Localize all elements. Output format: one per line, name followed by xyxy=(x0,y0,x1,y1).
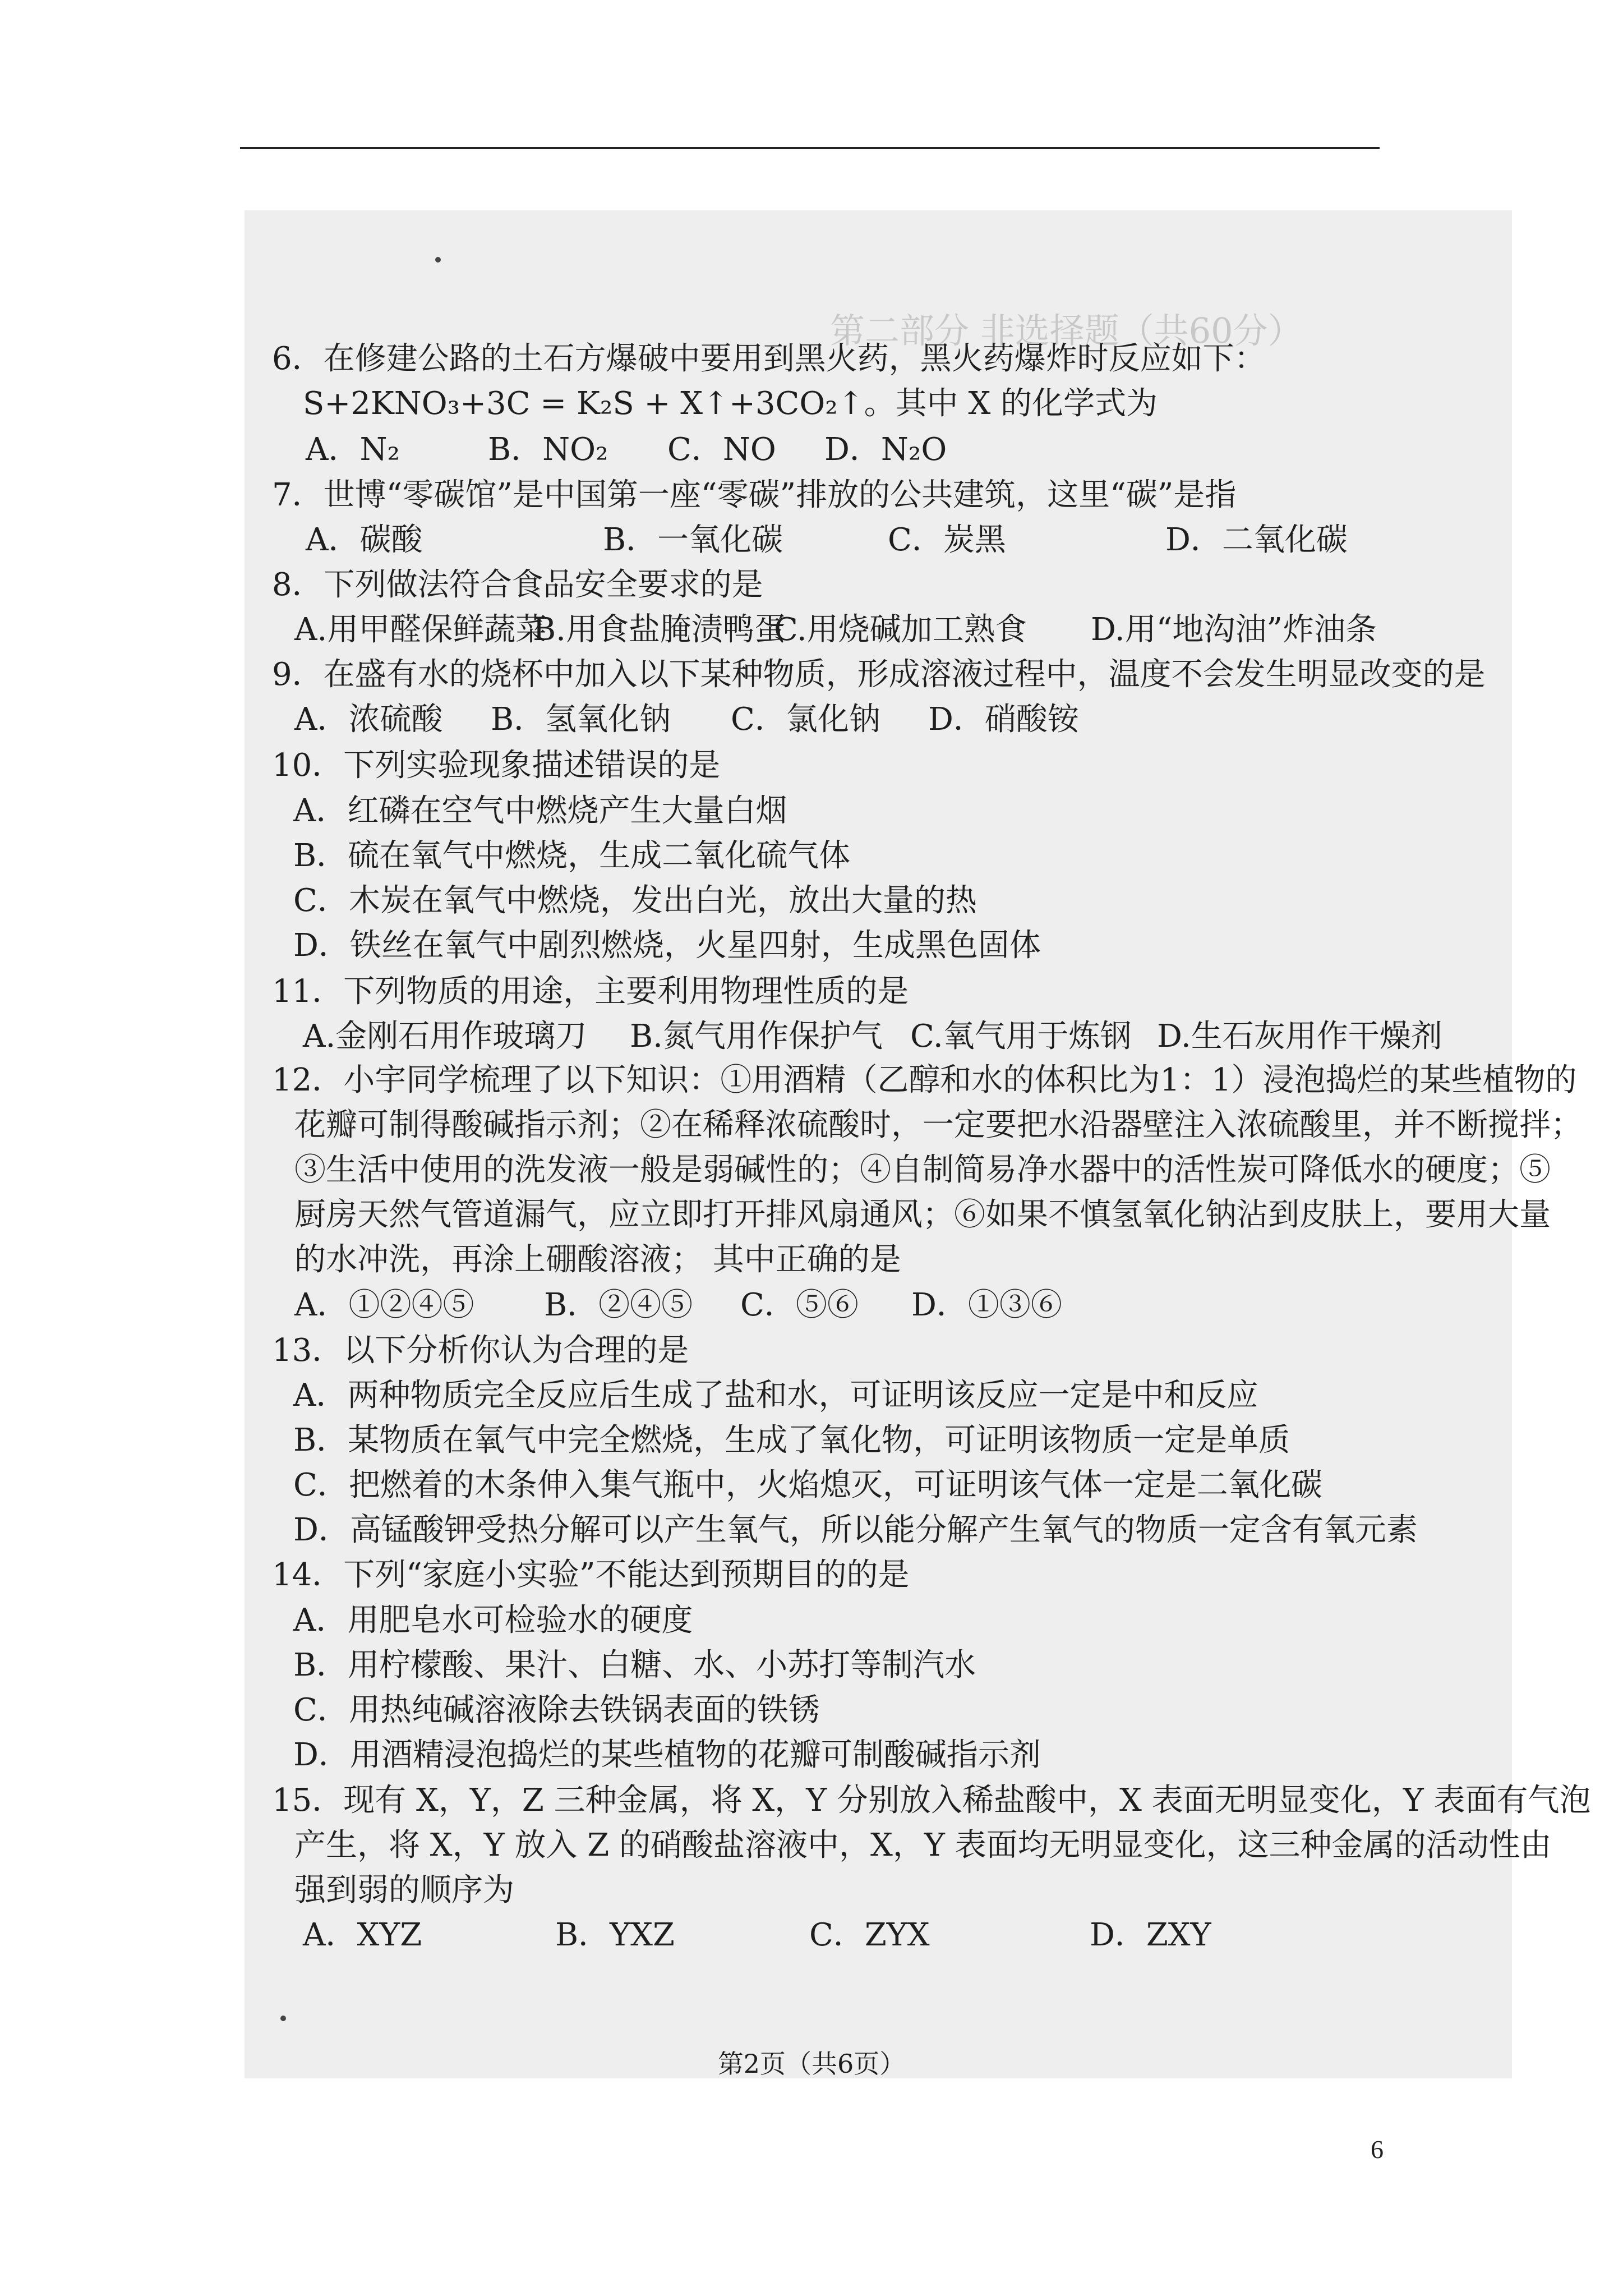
question-stem: 8．下列做法符合食品安全要求的是 xyxy=(272,567,763,603)
question-line: D．用酒精浸泡捣烂的某些植物的花瓣可制酸碱指示剂 xyxy=(293,1737,1041,1773)
exam-page-label: 第2页（共6页） xyxy=(717,2049,906,2079)
option-b: B．NO₂ xyxy=(488,431,608,468)
question-line: 产生，将 X，Y 放入 Z 的硝酸盐溶液中，X，Y 表面均无明显变化，这三种金属的活动性由 xyxy=(294,1827,1552,1864)
option-c: C.氧气用于炼钢 xyxy=(910,1018,1132,1055)
question-line: B．硫在氧气中燃烧，生成二氧化硫气体 xyxy=(293,838,851,874)
question-stem: 6．在修建公路的土石方爆破中要用到黑火药，黑火药爆炸时反应如下： xyxy=(272,341,1266,377)
question-line: A．两种物质完全反应后生成了盐和水，可证明该反应一定是中和反应 xyxy=(293,1377,1258,1414)
question-line: S+2KNO₃+3C = K₂S + X↑+3CO₂↑。其中 X 的化学式为 xyxy=(303,385,1158,422)
question-line: C．木炭在氧气中燃烧，发出白光，放出大量的热 xyxy=(293,882,977,919)
option-d: D．硝酸铵 xyxy=(928,701,1079,738)
option-b: B.用食盐腌渍鸭蛋 xyxy=(533,611,786,648)
option-d: D．二氧化碳 xyxy=(1165,522,1348,558)
option-a: A．碳酸 xyxy=(306,522,423,558)
question-stem: 13．以下分析你认为合理的是 xyxy=(272,1332,689,1369)
option-c: C．NO xyxy=(667,431,776,468)
option-b: B．YXZ xyxy=(555,1917,675,1953)
question-line: A．红磷在空气中燃烧产生大量白烟 xyxy=(293,793,787,829)
option-a: A.用甲醛保鲜蔬菜 xyxy=(294,611,547,648)
bleed-through-title: 第二部分 非选择题（共60分） xyxy=(830,310,1303,351)
option-c: C．氯化钠 xyxy=(731,701,880,738)
question-line: D．高锰酸钾受热分解可以产生氧气，所以能分解产生氧气的物质一定含有氧元素 xyxy=(293,1512,1418,1548)
scan-speck xyxy=(435,257,441,263)
question-line: 的水冲洗，再涂上硼酸溶液； 其中正确的是 xyxy=(294,1241,901,1278)
option-b: B．一氧化碳 xyxy=(603,522,783,558)
question-line: B．用柠檬酸、果汁、白糖、水、小苏打等制汽水 xyxy=(293,1647,976,1683)
option-c: C.用烧碱加工熟食 xyxy=(774,611,1027,648)
question-stem: 10．下列实验现象描述错误的是 xyxy=(272,747,721,784)
question-line: ③生活中使用的洗发液一般是弱碱性的；④自制简易净水器中的活性炭可降低水的硬度；⑤ xyxy=(294,1152,1551,1188)
option-c: C．⑤⑥ xyxy=(740,1287,859,1323)
question-stem: 14．下列“家庭小实验”不能达到预期目的的是 xyxy=(272,1557,910,1593)
question-stem: 11．下列物质的用途，主要利用物理性质的是 xyxy=(272,973,909,1010)
question-line: 花瓣可制得酸碱指示剂；②在稀释浓硫酸时，一定要把水沿器壁注入浓硫酸里，并不断搅拌； xyxy=(294,1107,1582,1143)
question-line: C．用热纯碱溶液除去铁锅表面的铁锈 xyxy=(293,1692,820,1728)
question-stem: 15．现有 X，Y，Z 三种金属，将 X，Y 分别放入稀盐酸中，X 表面无明显变化，Y 表面有气泡 xyxy=(272,1782,1591,1819)
question-line: C．把燃着的木条伸入集气瓶中，火焰熄灭，可证明该气体一定是二氧化碳 xyxy=(293,1467,1322,1503)
option-a: A.金刚石用作玻璃刀 xyxy=(303,1018,587,1055)
question-line: 强到弱的顺序为 xyxy=(294,1872,514,1908)
question-line: D．铁丝在氧气中剧烈燃烧，火星四射，生成黑色固体 xyxy=(293,927,1041,964)
option-d: D．ZXY xyxy=(1090,1917,1211,1953)
option-a: A．XYZ xyxy=(303,1917,422,1953)
question-stem: 9．在盛有水的烧杯中加入以下某种物质，形成溶液过程中，温度不会发生明显改变的是 xyxy=(272,656,1486,693)
option-b: B．②④⑤ xyxy=(544,1287,693,1323)
page-number: 6 xyxy=(1371,2135,1384,2164)
question-line: B．某物质在氧气中完全燃烧，生成了氧化物，可证明该物质一定是单质 xyxy=(293,1422,1290,1458)
question-stem: 7．世博“零碳馆”是中国第一座“零碳”排放的公共建筑，这里“碳”是指 xyxy=(272,477,1237,513)
option-d: D．N₂O xyxy=(824,431,947,468)
header-rule xyxy=(240,147,1380,149)
option-a: A．①②④⑤ xyxy=(294,1287,474,1323)
option-b: B．氢氧化钠 xyxy=(491,701,671,738)
option-c: C．炭黑 xyxy=(888,522,1006,558)
question-line: 厨房天然气管道漏气，应立即打开排风扇通风；⑥如果不慎氢氧化钠沾到皮肤上，要用大量 xyxy=(294,1197,1551,1233)
option-d: D.用“地沟油”炸油条 xyxy=(1091,611,1377,648)
option-d: D.生石灰用作干燥剂 xyxy=(1157,1018,1442,1055)
scan-speck xyxy=(280,2016,286,2021)
option-d: D．①③⑥ xyxy=(911,1287,1062,1323)
option-c: C．ZYX xyxy=(809,1917,930,1953)
option-a: A．浓硫酸 xyxy=(294,701,443,738)
option-a: A．N₂ xyxy=(306,431,400,468)
question-line: A．用肥皂水可检验水的硬度 xyxy=(293,1602,693,1639)
question-stem: 12．小宇同学梳理了以下知识：①用酒精（乙醇和水的体积比为1：1）浸泡捣烂的某些植物的 xyxy=(272,1062,1577,1098)
option-b: B.氮气用作保护气 xyxy=(630,1018,883,1055)
